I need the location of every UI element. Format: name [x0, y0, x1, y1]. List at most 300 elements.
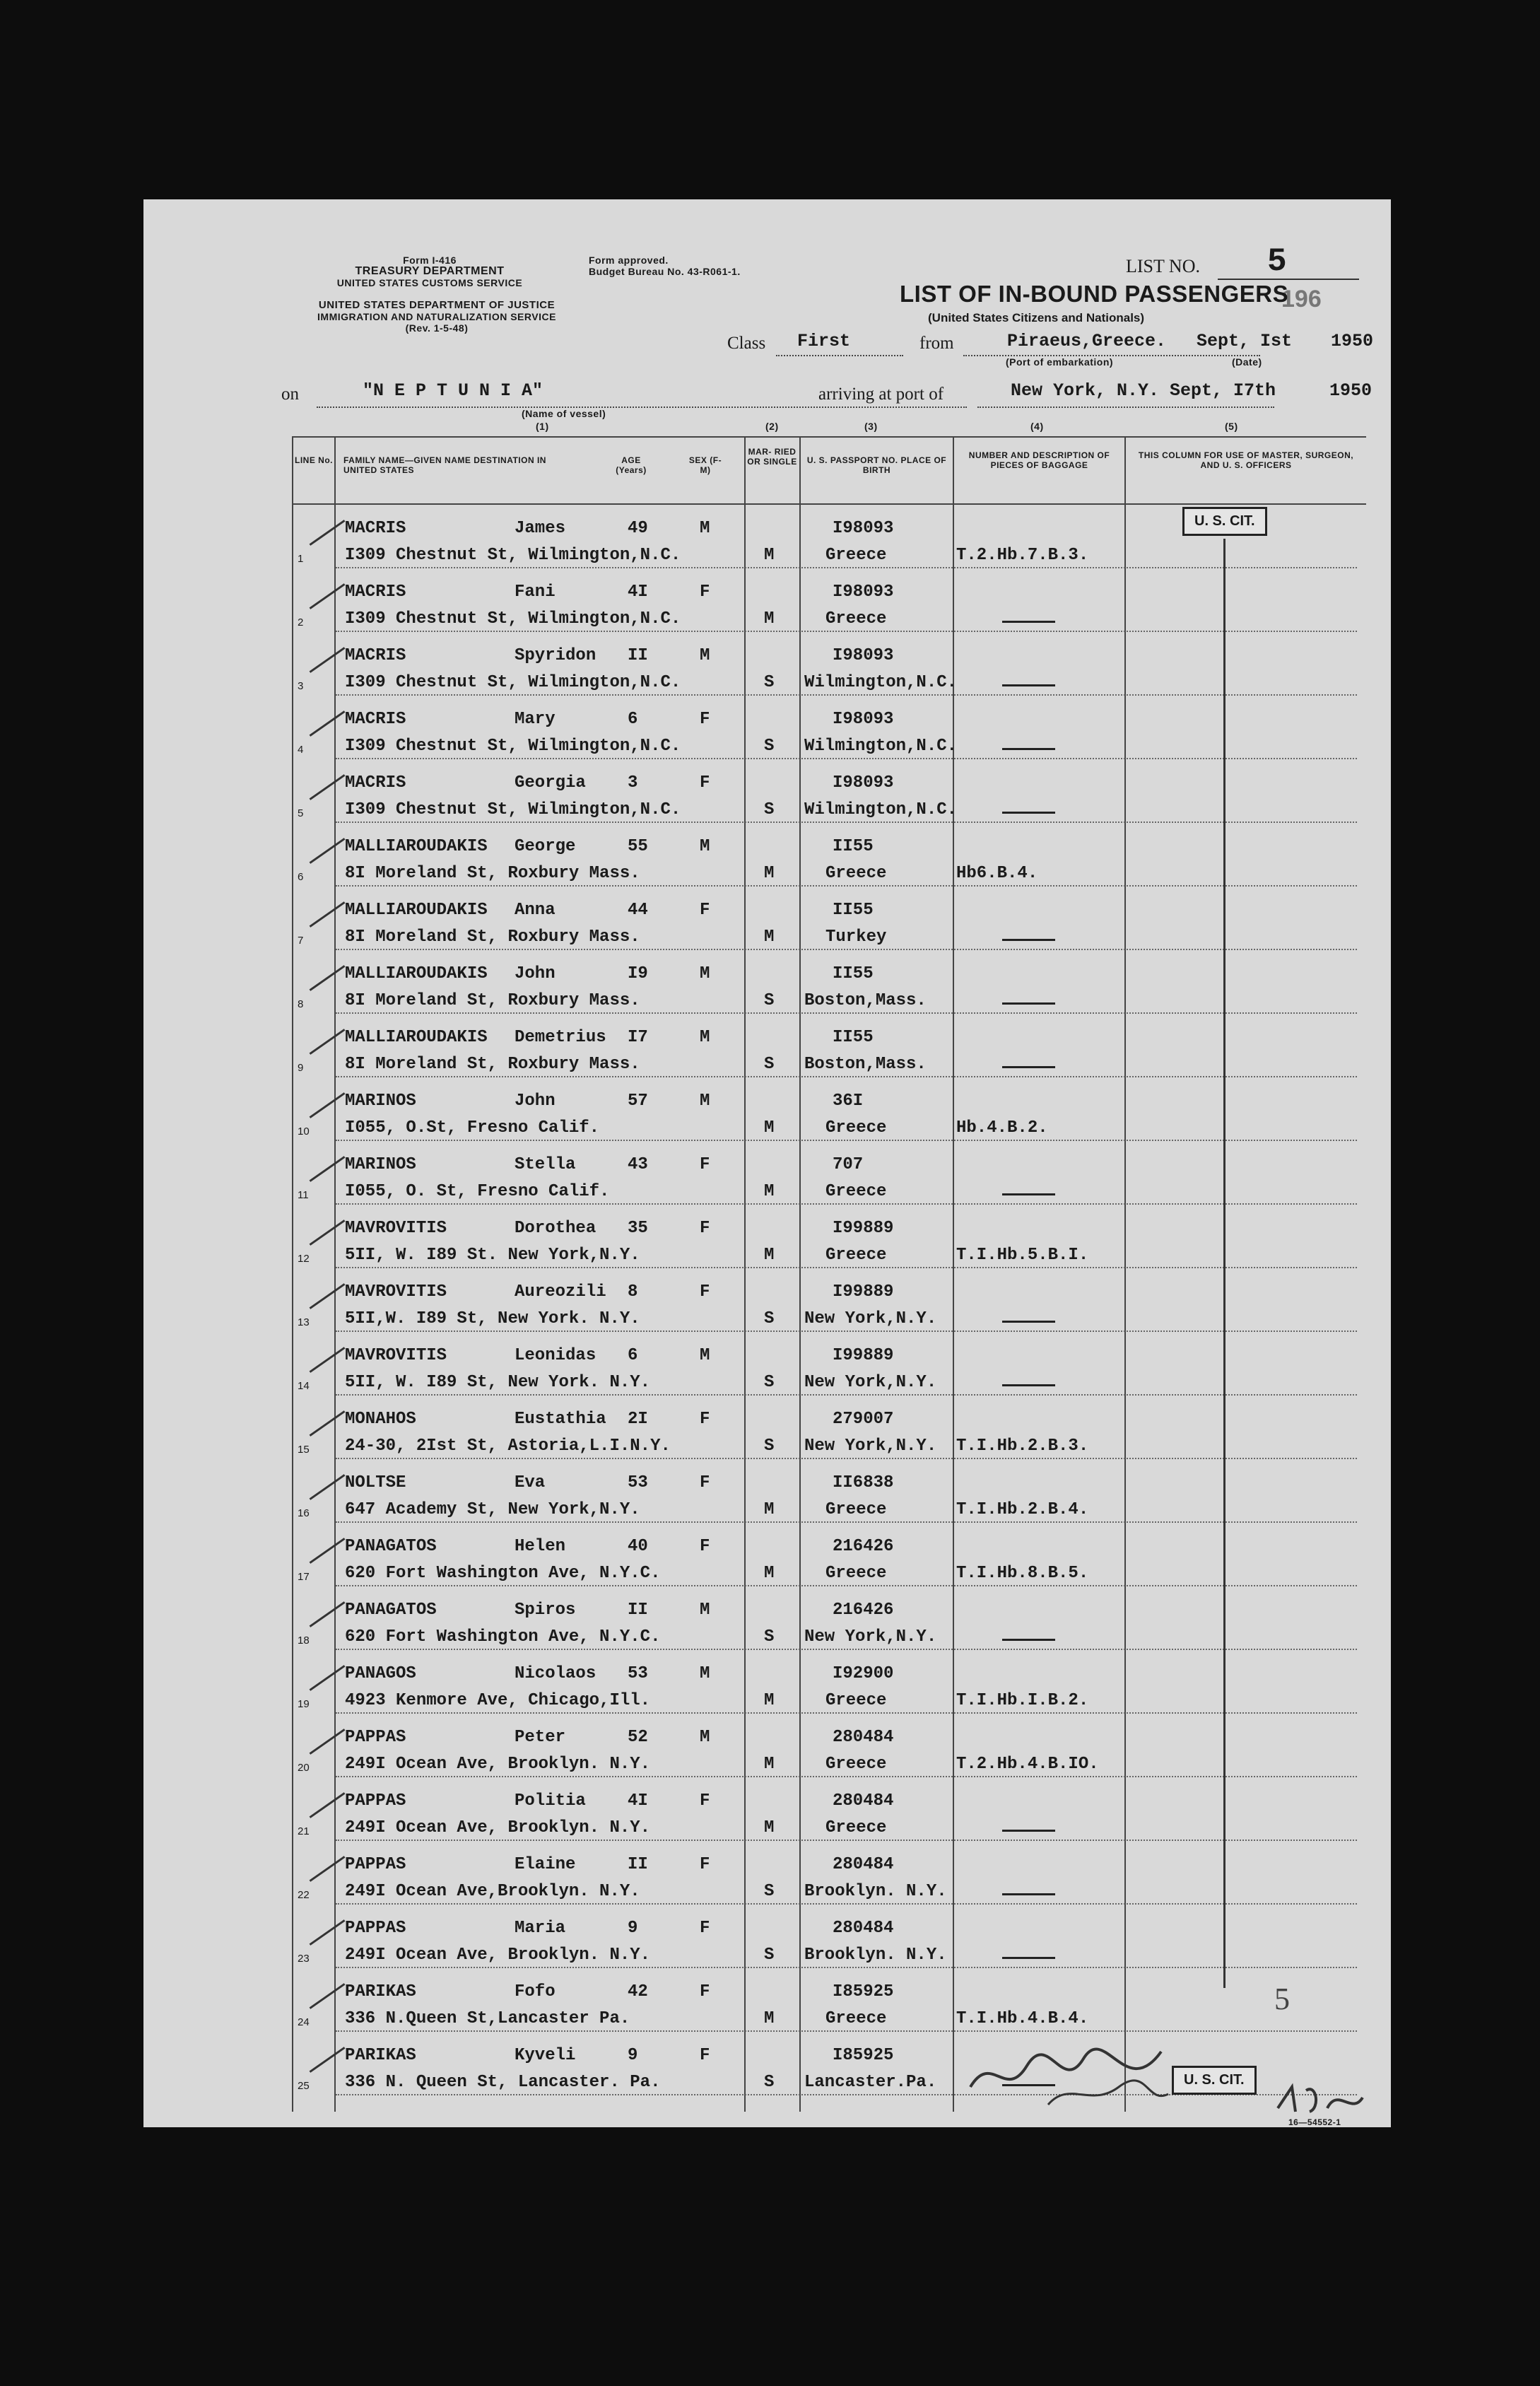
- passenger-sex: F: [700, 2046, 710, 2065]
- passenger-given-name: Elaine: [515, 1855, 576, 1874]
- passenger-destination: 336 N.Queen St,Lancaster Pa.: [345, 2009, 630, 2028]
- line-number: 23: [298, 1953, 310, 1965]
- passenger-age: 6: [628, 1346, 638, 1365]
- passenger-age: 57: [628, 1092, 648, 1111]
- passenger-given-name: Fofo: [515, 1982, 556, 2001]
- passenger-marital-status: M: [764, 1564, 775, 1583]
- table-row: [143, 638, 1391, 701]
- year-value: 1950: [1331, 331, 1374, 351]
- passenger-passport-number: II55: [833, 964, 874, 983]
- passenger-given-name: Aureozili: [515, 1282, 606, 1302]
- passenger-sex: F: [700, 1282, 710, 1302]
- passenger-age: 35: [628, 1219, 648, 1238]
- passenger-passport-number: 280484: [833, 1919, 894, 1938]
- check-mark: [310, 1283, 346, 1309]
- passenger-age: II: [628, 1855, 648, 1874]
- passenger-sex: F: [700, 1473, 710, 1492]
- check-mark: [310, 1220, 346, 1246]
- table-row: [143, 1274, 1391, 1338]
- vessel-underline: [317, 407, 967, 408]
- treasury-line: TREASURY DEPARTMENT: [355, 265, 505, 277]
- passenger-sex: F: [700, 583, 710, 602]
- passenger-passport-number: 280484: [833, 1791, 894, 1811]
- passenger-given-name: Mary: [515, 710, 556, 729]
- check-mark: [310, 1983, 346, 2009]
- header-baggage: NUMBER AND DESCRIPTION OF PIECES OF BAGGAGE: [968, 450, 1110, 470]
- baggage-none-dash: [1002, 684, 1055, 686]
- check-mark: [310, 1729, 346, 1755]
- passenger-birthplace: Greece: [825, 2009, 887, 2028]
- passenger-passport-number: II55: [833, 901, 874, 920]
- baggage-none-dash: [1002, 1957, 1055, 1959]
- passenger-birthplace: Greece: [825, 609, 887, 628]
- passenger-age: 9: [628, 1919, 638, 1938]
- passenger-given-name: Peter: [515, 1728, 566, 1747]
- passenger-baggage: T.2.Hb.4.B.IO.: [956, 1755, 1099, 1774]
- check-mark: [310, 1156, 346, 1182]
- passenger-surname: MAVROVITIS: [345, 1282, 447, 1302]
- check-mark: [310, 1410, 346, 1437]
- line-number: 22: [298, 1889, 310, 1901]
- page-title: LIST OF IN-BOUND PASSENGERS: [900, 281, 1289, 307]
- passenger-birthplace: Greece: [825, 864, 887, 883]
- check-mark: [310, 1029, 346, 1055]
- line-number: 25: [298, 2080, 310, 2092]
- passenger-birthplace: Wilmington,N.C.: [804, 800, 958, 819]
- passenger-birthplace: New York,N.Y.: [804, 1373, 937, 1392]
- passenger-sex: F: [700, 773, 710, 793]
- header-married: MAR- RIED OR SINGLE: [747, 447, 797, 467]
- passenger-passport-number: I99889: [833, 1346, 894, 1365]
- passenger-surname: NOLTSE: [345, 1473, 406, 1492]
- class-underline: [776, 355, 903, 356]
- line-number: 10: [298, 1125, 310, 1138]
- line-number: 12: [298, 1253, 310, 1265]
- passenger-surname: MACRIS: [345, 583, 406, 602]
- passenger-sex: M: [700, 964, 710, 983]
- passenger-marital-status: M: [764, 546, 775, 565]
- passenger-baggage: Hb6.B.4.: [956, 864, 1038, 883]
- passenger-destination: 8I Moreland St, Roxbury Mass.: [345, 991, 640, 1010]
- baggage-none-dash: [1002, 748, 1055, 750]
- passenger-surname: MALLIAROUDAKIS: [345, 837, 488, 856]
- passenger-birthplace: Wilmington,N.C.: [804, 673, 958, 692]
- col-number-2: (2): [765, 421, 779, 432]
- passenger-birthplace: Greece: [825, 546, 887, 565]
- passenger-surname: MAVROVITIS: [345, 1219, 447, 1238]
- line-number: 9: [298, 1062, 304, 1074]
- row-rule: [336, 1649, 1357, 1650]
- passenger-age: 55: [628, 837, 648, 856]
- us-citizen-stamp-bottom: U. S. CIT.: [1172, 2066, 1257, 2095]
- passenger-destination: 620 Fort Washington Ave, N.Y.C.: [345, 1564, 661, 1583]
- row-rule: [336, 1712, 1357, 1714]
- passenger-given-name: Stella: [515, 1155, 576, 1174]
- passenger-sex: F: [700, 1919, 710, 1938]
- passenger-marital-status: S: [764, 1437, 775, 1456]
- passenger-passport-number: I98093: [833, 583, 894, 602]
- passenger-destination: 336 N. Queen St, Lancaster. Pa.: [345, 2073, 661, 2092]
- passenger-marital-status: M: [764, 609, 775, 628]
- passenger-surname: MACRIS: [345, 710, 406, 729]
- passenger-destination: I309 Chestnut St, Wilmington,N.C.: [345, 673, 681, 692]
- passenger-marital-status: M: [764, 1755, 775, 1774]
- passenger-sex: M: [700, 646, 710, 665]
- class-value: First: [797, 331, 851, 351]
- passenger-marital-status: S: [764, 1055, 775, 1074]
- table-row: [143, 1019, 1391, 1083]
- passenger-age: 9: [628, 2046, 638, 2065]
- row-rule: [336, 949, 1357, 950]
- passenger-birthplace: Greece: [825, 1500, 887, 1519]
- passenger-surname: MALLIAROUDAKIS: [345, 964, 488, 983]
- arrival-value: New York, N.Y. Sept, I7th: [1011, 380, 1276, 401]
- table-row: [143, 1210, 1391, 1274]
- table-row: [143, 1656, 1391, 1719]
- passenger-marital-status: S: [764, 800, 775, 819]
- from-value: Piraeus,Greece.: [1007, 331, 1167, 351]
- check-mark: [310, 1347, 346, 1373]
- passenger-age: 49: [628, 519, 648, 538]
- table-row: [143, 1910, 1391, 1974]
- passenger-destination: I055, O. St, Fresno Calif.: [345, 1182, 610, 1201]
- table-row: [143, 892, 1391, 956]
- row-rule: [336, 1140, 1357, 1141]
- check-mark: [310, 1538, 346, 1564]
- passenger-surname: PARIKAS: [345, 1982, 416, 2001]
- passenger-marital-status: M: [764, 1246, 775, 1265]
- row-rule: [336, 1203, 1357, 1205]
- passenger-given-name: Spyridon: [515, 646, 596, 665]
- officer-initials: [1274, 2080, 1366, 2122]
- check-mark: [310, 710, 346, 737]
- table-row: [143, 1528, 1391, 1592]
- line-number: 16: [298, 1507, 310, 1519]
- passenger-sex: F: [700, 1855, 710, 1874]
- passenger-birthplace: Greece: [825, 1691, 887, 1710]
- col-number-4: (4): [1030, 421, 1044, 432]
- passenger-sex: M: [700, 837, 710, 856]
- passenger-marital-status: S: [764, 737, 775, 756]
- passenger-destination: 24-30, 2Ist St, Astoria,L.I.N.Y.: [345, 1437, 671, 1456]
- check-mark: [310, 1919, 346, 1946]
- passenger-surname: MARINOS: [345, 1155, 416, 1174]
- passenger-birthplace: New York,N.Y.: [804, 1437, 937, 1456]
- table-row: [143, 1847, 1391, 1910]
- passenger-marital-status: S: [764, 1946, 775, 1965]
- table-row: [143, 1974, 1391, 2037]
- passenger-given-name: John: [515, 964, 556, 983]
- passenger-age: II: [628, 1601, 648, 1620]
- passenger-birthplace: Greece: [825, 1182, 887, 1201]
- baggage-none-dash: [1002, 1893, 1055, 1895]
- page-subtitle: (United States Citizens and Nationals): [928, 311, 1145, 324]
- check-mark: [310, 838, 346, 864]
- passenger-destination: I309 Chestnut St, Wilmington,N.C.: [345, 737, 681, 756]
- row-rule: [336, 1394, 1357, 1396]
- passenger-given-name: Helen: [515, 1537, 566, 1556]
- inspector-signature: [963, 2037, 1175, 2115]
- approval-line: Form approved.: [589, 255, 669, 266]
- passenger-passport-number: 707: [833, 1155, 864, 1174]
- line-number: 14: [298, 1380, 310, 1392]
- passenger-passport-number: 216426: [833, 1601, 894, 1620]
- passenger-surname: PAPPAS: [345, 1919, 406, 1938]
- passenger-age: 43: [628, 1155, 648, 1174]
- passenger-sex: F: [700, 710, 710, 729]
- table-row: [143, 765, 1391, 829]
- line-number: 8: [298, 998, 304, 1010]
- passenger-given-name: Anna: [515, 901, 556, 920]
- passenger-given-name: Maria: [515, 1919, 566, 1938]
- passenger-marital-status: M: [764, 928, 775, 947]
- passenger-sex: F: [700, 1537, 710, 1556]
- page-number: 196: [1281, 286, 1322, 312]
- passenger-birthplace: Greece: [825, 1246, 887, 1265]
- list-no-value: 5: [1267, 243, 1287, 280]
- line-number: 13: [298, 1316, 310, 1328]
- check-mark: [310, 901, 346, 928]
- passenger-destination: 4923 Kenmore Ave, Chicago,Ill.: [345, 1691, 651, 1710]
- passenger-destination: 8I Moreland St, Roxbury Mass.: [345, 928, 640, 947]
- passenger-passport-number: I92900: [833, 1664, 894, 1683]
- passenger-age: 53: [628, 1664, 648, 1683]
- line-number: 4: [298, 744, 304, 756]
- passenger-surname: PANAGATOS: [345, 1537, 437, 1556]
- passenger-passport-number: 216426: [833, 1537, 894, 1556]
- passenger-given-name: Dorothea: [515, 1219, 596, 1238]
- passenger-given-name: James: [515, 519, 566, 538]
- passenger-passport-number: II55: [833, 1028, 874, 1047]
- check-mark: [310, 965, 346, 991]
- row-rule: [336, 885, 1357, 887]
- passenger-baggage: T.2.Hb.7.B.3.: [956, 546, 1089, 565]
- passenger-sex: F: [700, 1982, 710, 2001]
- passenger-birthplace: Greece: [825, 1564, 887, 1583]
- passenger-birthplace: New York,N.Y.: [804, 1309, 937, 1328]
- table-row: [143, 1719, 1391, 1783]
- baggage-none-dash: [1002, 621, 1055, 623]
- passenger-destination: 5II, W. I89 St. New York,N.Y.: [345, 1246, 640, 1265]
- passenger-birthplace: Turkey: [825, 928, 887, 947]
- arrival-underline: [977, 407, 1274, 408]
- passenger-marital-status: M: [764, 1818, 775, 1837]
- table-row: [143, 1147, 1391, 1210]
- passenger-given-name: Eva: [515, 1473, 546, 1492]
- row-rule: [336, 1967, 1357, 1968]
- passenger-sex: F: [700, 1155, 710, 1174]
- passenger-age: 44: [628, 901, 648, 920]
- officer-bracket-line: [1223, 539, 1225, 1988]
- passenger-given-name: Kyveli: [515, 2046, 576, 2065]
- passenger-marital-status: M: [764, 1182, 775, 1201]
- class-label: Class: [727, 334, 766, 353]
- row-rule: [336, 1585, 1357, 1586]
- passenger-passport-number: II6838: [833, 1473, 894, 1492]
- passenger-baggage: T.I.Hb.I.B.2.: [956, 1691, 1089, 1710]
- row-rule: [336, 1267, 1357, 1268]
- passenger-age: 6: [628, 710, 638, 729]
- line-number: 21: [298, 1825, 310, 1837]
- row-rule: [336, 1903, 1357, 1905]
- passenger-destination: 5II,W. I89 St, New York. N.Y.: [345, 1309, 640, 1328]
- baggage-none-dash: [1002, 1193, 1055, 1195]
- passenger-age: 42: [628, 1982, 648, 2001]
- passenger-marital-status: S: [764, 2073, 775, 2092]
- check-mark: [310, 1665, 346, 1691]
- passenger-passport-number: II55: [833, 837, 874, 856]
- vessel-col-number: (1): [536, 421, 549, 432]
- line-number: 7: [298, 935, 304, 947]
- passenger-destination: 249I Ocean Ave, Brooklyn. N.Y.: [345, 1755, 651, 1774]
- passenger-age: I7: [628, 1028, 648, 1047]
- header-line-no: LINE No.: [295, 455, 333, 465]
- passenger-given-name: George: [515, 837, 576, 856]
- baggage-none-dash: [1002, 939, 1055, 941]
- row-rule: [336, 1458, 1357, 1459]
- passenger-sex: M: [700, 1028, 710, 1047]
- line-number: 6: [298, 871, 304, 883]
- header-bottom-border: [292, 503, 1366, 505]
- passenger-given-name: Politia: [515, 1791, 586, 1811]
- check-mark: [310, 1601, 346, 1627]
- row-rule: [336, 1331, 1357, 1332]
- passenger-given-name: John: [515, 1092, 556, 1111]
- passenger-destination: 249I Ocean Ave,Brooklyn. N.Y.: [345, 1882, 640, 1901]
- row-rule: [336, 821, 1357, 823]
- justice-info: [271, 300, 603, 334]
- passenger-surname: MACRIS: [345, 773, 406, 793]
- passenger-age: I9: [628, 964, 648, 983]
- passenger-birthplace: Greece: [825, 1818, 887, 1837]
- table-row: [143, 1783, 1391, 1847]
- passenger-marital-status: S: [764, 991, 775, 1010]
- passenger-passport-number: 279007: [833, 1410, 894, 1429]
- baggage-none-dash: [1002, 1066, 1055, 1068]
- passenger-birthplace: New York,N.Y.: [804, 1627, 937, 1647]
- row-rule: [336, 1776, 1357, 1777]
- line-number: 17: [298, 1571, 310, 1583]
- header-age: AGE (Years): [616, 455, 647, 475]
- passenger-marital-status: M: [764, 864, 775, 883]
- passenger-destination: I309 Chestnut St, Wilmington,N.C.: [345, 546, 681, 565]
- row-rule: [336, 631, 1357, 632]
- passenger-given-name: Leonidas: [515, 1346, 596, 1365]
- passenger-surname: PANAGATOS: [345, 1601, 437, 1620]
- from-label: from: [919, 334, 954, 353]
- passenger-passport-number: 280484: [833, 1855, 894, 1874]
- passenger-surname: MACRIS: [345, 519, 406, 538]
- header-passport: U. S. PASSPORT NO. PLACE OF BIRTH: [806, 455, 947, 475]
- line-number: 5: [298, 807, 304, 819]
- passenger-passport-number: 280484: [833, 1728, 894, 1747]
- budget-line: Budget Bureau No. 43-R061-1.: [589, 266, 741, 277]
- form-number: Form I-416: [403, 255, 457, 266]
- us-citizen-stamp-top: U. S. CIT.: [1182, 507, 1267, 536]
- table-row: [143, 956, 1391, 1019]
- passenger-age: 3: [628, 773, 638, 793]
- row-rule: [336, 758, 1357, 759]
- passenger-birthplace: Wilmington,N.C.: [804, 737, 958, 756]
- approval-info: [589, 255, 758, 277]
- passenger-destination: 647 Academy St, New York,N.Y.: [345, 1500, 640, 1519]
- check-mark: [310, 520, 346, 546]
- passenger-age: 40: [628, 1537, 648, 1556]
- passenger-surname: PANAGOS: [345, 1664, 416, 1683]
- line-number: 24: [298, 2016, 310, 2028]
- baggage-none-dash: [1002, 1321, 1055, 1323]
- passenger-age: 53: [628, 1473, 648, 1492]
- passenger-age: 4I: [628, 583, 648, 602]
- passenger-given-name: Spiros: [515, 1601, 576, 1620]
- passenger-destination: 620 Fort Washington Ave, N.Y.C.: [345, 1627, 661, 1647]
- passenger-destination: 249I Ocean Ave, Brooklyn. N.Y.: [345, 1946, 651, 1965]
- passenger-age: 2I: [628, 1410, 648, 1429]
- passenger-destination: 5II, W. I89 St, New York. N.Y.: [345, 1373, 651, 1392]
- passenger-birthplace: Lancaster.Pa.: [804, 2073, 937, 2092]
- passenger-destination: 8I Moreland St, Roxbury Mass.: [345, 1055, 640, 1074]
- table-row: [143, 1592, 1391, 1656]
- passenger-marital-status: S: [764, 1309, 775, 1328]
- passenger-surname: MARINOS: [345, 1092, 416, 1111]
- list-no-underline: [1218, 279, 1359, 280]
- passenger-birthplace: Brooklyn. N.Y.: [804, 1882, 947, 1901]
- passenger-passport-number: I98093: [833, 519, 894, 538]
- passenger-given-name: Nicolaos: [515, 1664, 596, 1683]
- on-label: on: [281, 385, 299, 404]
- passenger-surname: MONAHOS: [345, 1410, 416, 1429]
- table-row: [143, 1465, 1391, 1528]
- check-mark: [310, 647, 346, 673]
- date-value: Sept, Ist: [1197, 331, 1293, 351]
- passenger-given-name: Fani: [515, 583, 556, 602]
- passenger-birthplace: Brooklyn. N.Y.: [804, 1946, 947, 1965]
- line-number: 2: [298, 616, 304, 628]
- passenger-passport-number: I85925: [833, 1982, 894, 2001]
- passenger-passport-number: 36I: [833, 1092, 864, 1111]
- table-row: [143, 1338, 1391, 1401]
- line-number: 3: [298, 680, 304, 692]
- passenger-marital-status: S: [764, 1373, 775, 1392]
- passenger-sex: M: [700, 1664, 710, 1683]
- passenger-baggage: Hb.4.B.2.: [956, 1118, 1048, 1138]
- passenger-birthplace: Greece: [825, 1118, 887, 1138]
- passenger-age: II: [628, 646, 648, 665]
- table-top-border: [292, 436, 1366, 438]
- from-caption: (Port of embarkation): [1006, 356, 1114, 368]
- check-mark: [310, 1792, 346, 1818]
- passenger-surname: MALLIAROUDAKIS: [345, 901, 488, 920]
- ins-line: IMMIGRATION AND NATURALIZATION SERVICE: [317, 311, 556, 322]
- passenger-surname: PARIKAS: [345, 2046, 416, 2065]
- passenger-passport-number: I98093: [833, 773, 894, 793]
- justice-line: UNITED STATES DEPARTMENT OF JUSTICE: [318, 299, 556, 311]
- passenger-sex: F: [700, 1791, 710, 1811]
- passenger-destination: 249I Ocean Ave, Brooklyn. N.Y.: [345, 1818, 651, 1837]
- passenger-sex: M: [700, 1092, 710, 1111]
- col-number-5: (5): [1225, 421, 1238, 432]
- table-row: [143, 1401, 1391, 1465]
- passenger-baggage: T.I.Hb.8.B.5.: [956, 1564, 1089, 1583]
- row-rule: [336, 694, 1357, 696]
- passenger-destination: I309 Chestnut St, Wilmington,N.C.: [345, 609, 681, 628]
- baggage-none-dash: [1002, 1830, 1055, 1832]
- passenger-surname: PAPPAS: [345, 1791, 406, 1811]
- passenger-passport-number: I85925: [833, 2046, 894, 2065]
- row-rule: [336, 1840, 1357, 1841]
- passenger-sex: F: [700, 1219, 710, 1238]
- passenger-marital-status: S: [764, 1882, 775, 1901]
